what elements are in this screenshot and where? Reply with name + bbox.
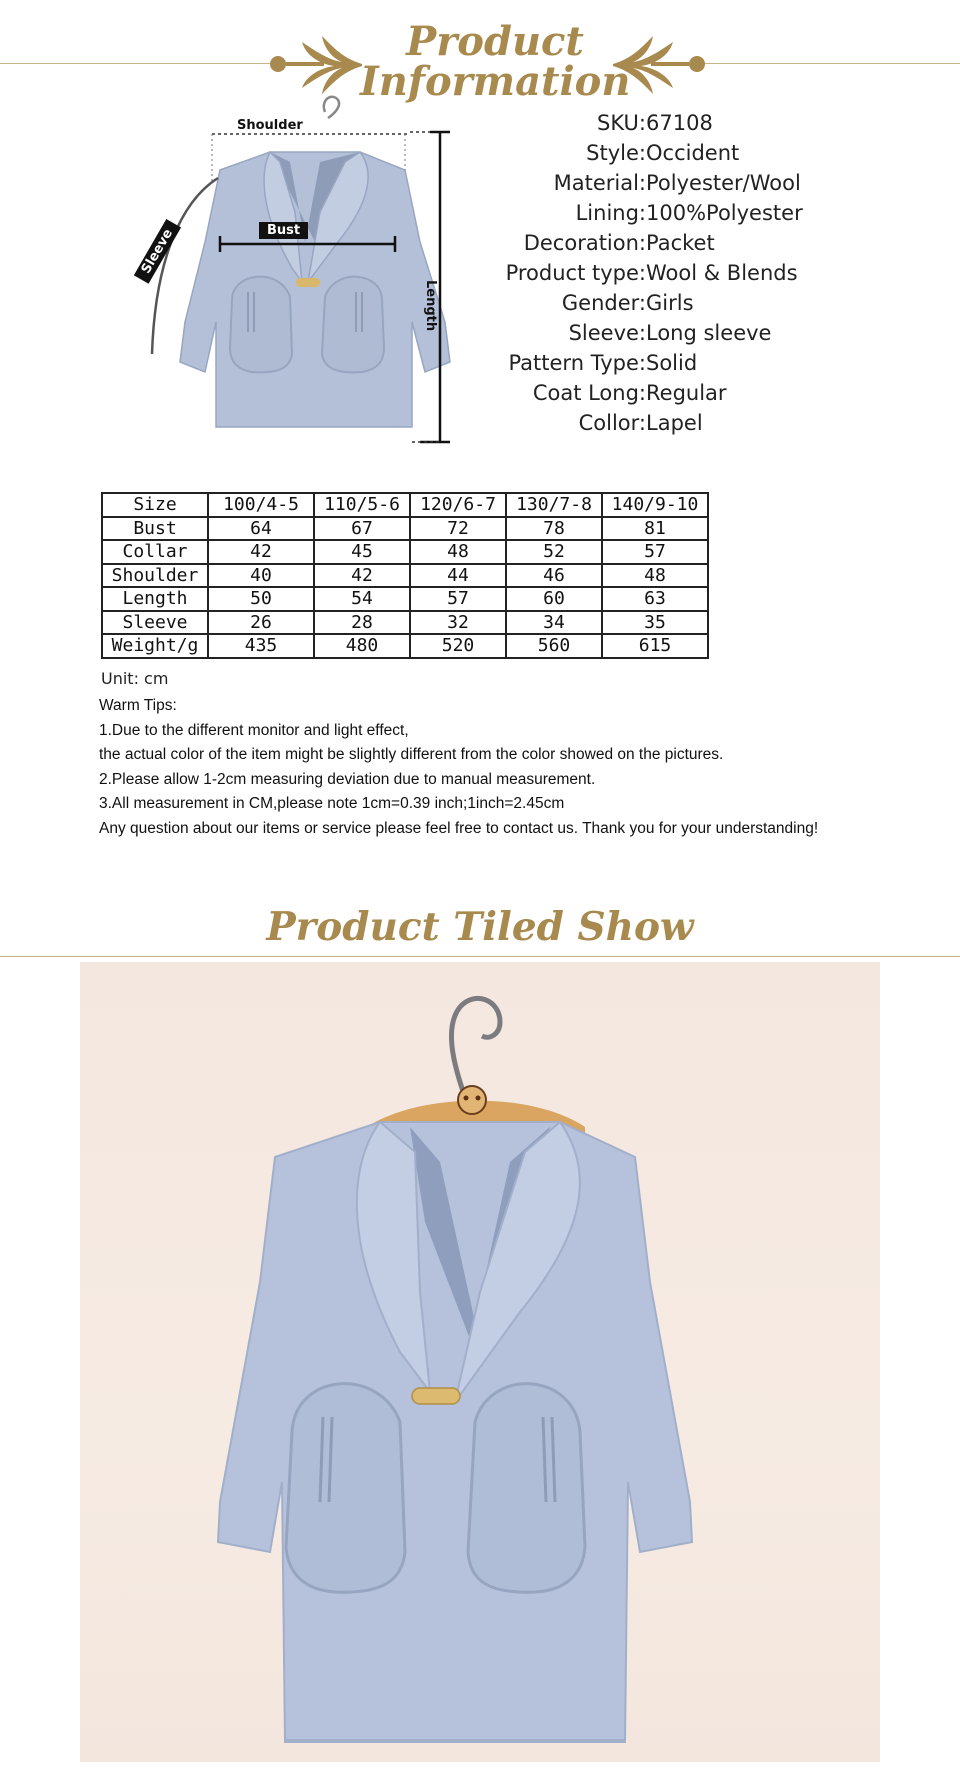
table-cell: 48 <box>602 564 708 588</box>
spec-key: Decoration: <box>523 231 646 255</box>
table-cell: 67 <box>314 517 410 541</box>
spec-row <box>470 228 803 258</box>
size-table <box>101 492 709 659</box>
table-cell: Collar <box>102 540 208 564</box>
table-cell: 480 <box>314 634 410 658</box>
spec-value: Lapel <box>646 411 703 435</box>
spec-key: SKU: <box>597 111 646 135</box>
table-header-cell: 140/9-10 <box>602 493 708 517</box>
spec-row <box>470 348 803 378</box>
tips-line: 2.Please allow 1-2cm measuring deviation due to manual measurement. <box>99 770 596 788</box>
spec-value: 100%Polyester <box>646 201 803 225</box>
left-ornament-icon <box>262 28 367 100</box>
table-cell: Shoulder <box>102 564 208 588</box>
table-row <box>102 587 708 611</box>
table-cell: 52 <box>506 540 602 564</box>
table-header-cell: 130/7-8 <box>506 493 602 517</box>
spec-value: Occident <box>646 141 740 165</box>
spec-key: Sleeve: <box>568 321 646 345</box>
table-row <box>102 564 708 588</box>
spec-value: Solid <box>646 351 698 375</box>
table-cell: 48 <box>410 540 506 564</box>
spec-key: Material: <box>553 171 646 195</box>
header-title-line2: Information <box>360 58 631 105</box>
unit-note: Unit: cm <box>101 669 169 688</box>
table-row <box>102 634 708 658</box>
table-cell: 46 <box>506 564 602 588</box>
spec-key: Style: <box>586 141 646 165</box>
table-cell: 50 <box>208 587 314 611</box>
table-cell: 78 <box>506 517 602 541</box>
table-cell: 42 <box>208 540 314 564</box>
table-cell: Sleeve <box>102 611 208 635</box>
table-cell: Length <box>102 587 208 611</box>
sleeve-label: Sleeve <box>134 219 181 284</box>
spec-key: Pattern Type: <box>508 351 646 375</box>
table-cell: 40 <box>208 564 314 588</box>
spec-row <box>470 198 803 228</box>
table-header-cell: 110/5-6 <box>314 493 410 517</box>
shoulder-label: Shoulder <box>237 118 303 133</box>
table-row <box>102 517 708 541</box>
table-header-row <box>102 493 708 517</box>
table-cell: 44 <box>410 564 506 588</box>
spec-value: Packet <box>646 231 715 255</box>
spec-row <box>470 408 803 438</box>
spec-value: Wool & Blends <box>646 261 798 285</box>
product-photo <box>80 962 880 1762</box>
table-cell: 54 <box>314 587 410 611</box>
table-cell: 57 <box>410 587 506 611</box>
tips-line: 1.Due to the different monitor and light effect, <box>99 721 409 739</box>
spec-row <box>470 108 803 138</box>
table-cell: 72 <box>410 517 506 541</box>
spec-key: Product type: <box>505 261 646 285</box>
coat-diagram <box>120 92 480 452</box>
spec-key: Collor: <box>578 411 646 435</box>
table-cell: 45 <box>314 540 410 564</box>
table-cell: 35 <box>602 611 708 635</box>
spec-value: Long sleeve <box>646 321 772 345</box>
table-row <box>102 540 708 564</box>
table-cell: 60 <box>506 587 602 611</box>
spec-key: Lining: <box>575 201 646 225</box>
section2-rule <box>0 956 960 957</box>
spec-row <box>470 288 803 318</box>
table-cell: 520 <box>410 634 506 658</box>
section2-title: Product Tiled Show <box>266 904 694 950</box>
tips-heading: Warm Tips: <box>99 697 177 714</box>
tips-line: the actual color of the item might be slightly different from the color showed on the pictures. <box>99 746 724 763</box>
tips-line: 3.All measurement in CM,please note 1cm=0.39 inch;1inch=2.45cm <box>99 795 565 812</box>
spec-value: Regular <box>646 381 727 405</box>
spec-list <box>470 108 803 438</box>
table-header-cell: Size <box>102 493 208 517</box>
warm-tips <box>99 694 818 841</box>
table-cell: 560 <box>506 634 602 658</box>
spec-value: Polyester/Wool <box>646 171 801 195</box>
table-header-cell: 100/4-5 <box>208 493 314 517</box>
spec-value: 67108 <box>646 111 713 135</box>
spec-value: Girls <box>646 291 694 315</box>
spec-row <box>470 138 803 168</box>
table-cell: 64 <box>208 517 314 541</box>
table-cell: 57 <box>602 540 708 564</box>
spec-row <box>470 318 803 348</box>
coat-photo <box>80 962 880 1762</box>
spec-key: Coat Long: <box>532 381 646 405</box>
length-label: Length <box>423 280 438 332</box>
spec-row <box>470 168 803 198</box>
bust-label: Bust <box>259 222 308 239</box>
table-cell: 26 <box>208 611 314 635</box>
header-title-line1: Product <box>406 18 584 65</box>
table-cell: 42 <box>314 564 410 588</box>
table-cell: Bust <box>102 517 208 541</box>
table-cell: 28 <box>314 611 410 635</box>
tips-line: Any question about our items or service please feel free to contact us. Thank you for your understanding! <box>99 819 819 837</box>
table-cell: 81 <box>602 517 708 541</box>
table-cell: 615 <box>602 634 708 658</box>
table-header-cell: 120/6-7 <box>410 493 506 517</box>
table-cell: Weight/g <box>102 634 208 658</box>
spec-row <box>470 258 803 288</box>
spec-row <box>470 378 803 408</box>
spec-key: Gender: <box>561 291 646 315</box>
header-rule-right <box>690 63 960 64</box>
table-cell: 63 <box>602 587 708 611</box>
table-cell: 34 <box>506 611 602 635</box>
table-row <box>102 611 708 635</box>
table-cell: 32 <box>410 611 506 635</box>
header-rule-left <box>0 63 270 64</box>
table-cell: 435 <box>208 634 314 658</box>
